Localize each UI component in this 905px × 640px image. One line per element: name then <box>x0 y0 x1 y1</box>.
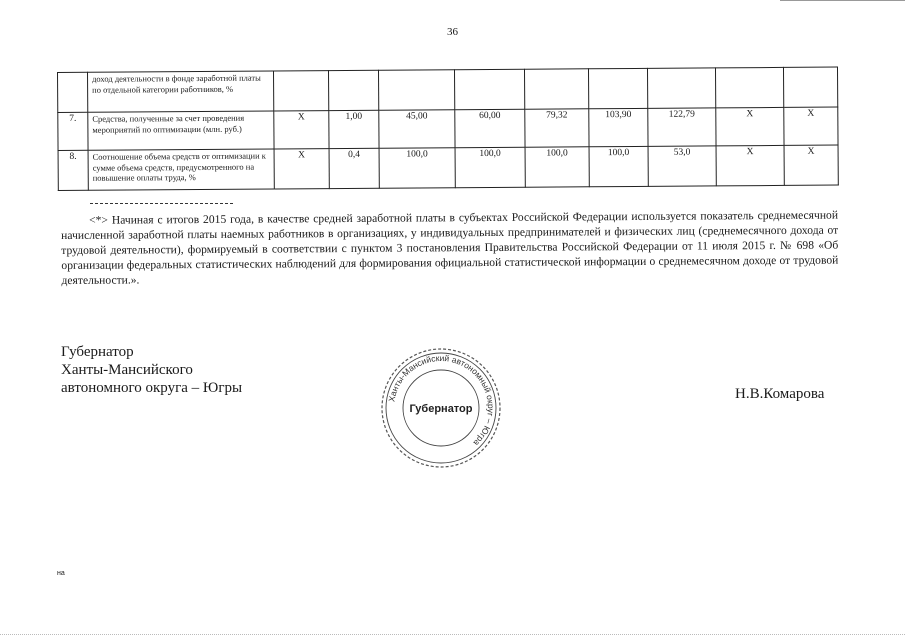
corner-mark: на <box>57 570 65 577</box>
value-cell: Х <box>784 107 838 145</box>
value-cell: 100,0 <box>379 148 455 189</box>
footnote-separator <box>90 203 233 204</box>
official-seal-stamp <box>379 346 503 470</box>
value-cell: 53,0 <box>648 146 716 186</box>
value-cell: Х <box>784 145 838 185</box>
value-cell: 100,0 <box>589 146 648 186</box>
value-cell: 100,0 <box>525 147 589 187</box>
value-cell <box>715 67 783 107</box>
value-cell: 60,00 <box>455 109 525 147</box>
value-cell: 0,4 <box>329 148 379 188</box>
footnote-text: <*> Начиная с итогов 2015 года, в качестве средней заработной платы в субъектах Российской Федерации используется показатель среднемесячной начисленной заработной платы наемных работников в организациях, у индивидуальных предпринимателей и физических лиц (среднемесячного дохода от трудовой деятельности), формируемый в соответствии с пунктом 3 постановления Правительства Российской Федерации от 11 июля 2015 г. № 698 «Об организации федеральных статистических наблюдений для формирования официальной статистической информации о среднемесячном доходе от трудовой деятельности.». <box>61 208 839 287</box>
value-cell: Х <box>274 149 329 189</box>
value-cell <box>588 68 647 108</box>
value-cell <box>273 71 328 111</box>
value-cell <box>454 69 524 109</box>
value-cell: Х <box>274 111 329 149</box>
signature-title-line: автономного округа – Югры <box>61 380 243 396</box>
row-index-cell: 7. <box>58 112 88 150</box>
value-cell: Х <box>716 145 784 185</box>
signature-title-line: Губернатор <box>61 344 134 360</box>
svg-text:Ханты-Мансийский автономный ок: Ханты-Мансийский автономный округ – Югра <box>386 352 497 449</box>
table-row <box>58 145 838 190</box>
value-cell <box>378 70 454 111</box>
page-edge-top <box>780 0 905 11</box>
value-cell: 1,00 <box>329 110 379 148</box>
value-cell <box>783 67 837 107</box>
page-edge-bottom <box>0 634 905 636</box>
value-cell: 45,00 <box>379 110 455 149</box>
signature-block <box>61 343 242 397</box>
row-label-cell: Соотношение объема средств от оптимизации к сумме объема средств, предусмотренного на повышение оплаты труда, % <box>88 149 274 190</box>
value-cell: 79,32 <box>525 109 589 147</box>
value-cell: 122,79 <box>648 108 716 146</box>
row-label-cell: Средства, полученные за счет проведения мероприятий по оптимизации (млн. руб.) <box>88 111 274 150</box>
signature-title-line: Ханты-Мансийского <box>61 362 193 378</box>
value-cell: Х <box>716 107 784 145</box>
page-number: 36 <box>447 26 458 38</box>
table-row <box>58 67 838 112</box>
value-cell: 100,0 <box>455 147 525 187</box>
value-cell <box>647 68 715 108</box>
value-cell: 103,90 <box>589 108 648 146</box>
svg-text:Губернатор: Губернатор <box>409 403 473 415</box>
indicator-table <box>57 67 839 191</box>
value-cell <box>328 70 378 110</box>
table-row <box>58 107 838 150</box>
row-index-cell <box>58 72 88 112</box>
value-cell <box>524 69 588 109</box>
row-index-cell: 8. <box>58 150 88 190</box>
row-label-cell: доход деятельности в фонде заработной платы по отдельной категории работников, % <box>88 71 274 112</box>
signer-name: Н.В.Комарова <box>735 386 825 402</box>
